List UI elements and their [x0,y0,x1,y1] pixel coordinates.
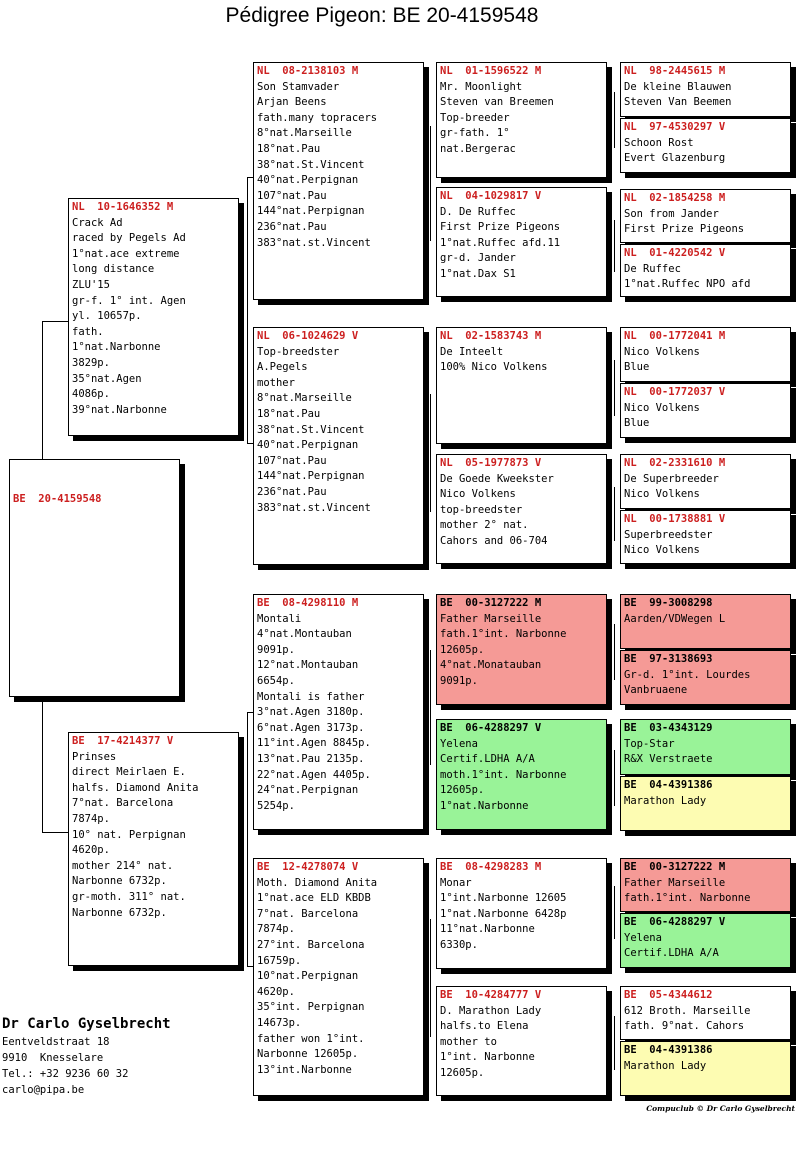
detail-line: 11°nat.Narbonne [440,923,535,936]
detail-line: 6654p. [257,674,295,687]
connector [430,919,431,1037]
detail-line: 9091p. [257,643,295,656]
detail-line: 22°nat.Agen 4405p. [257,768,371,781]
detail-line: mother to [440,1035,497,1048]
g4-card[interactable] [620,327,791,382]
g4-card[interactable] [620,858,791,912]
ring-number: NL 04-1029817 V [440,190,542,202]
detail-line: 9091p. [440,674,478,687]
pigeon-details [624,876,787,907]
detail-line: 7°nat. Barcelona [257,907,359,920]
detail-line: Vanbruaene [624,684,688,697]
connector [614,92,615,148]
pigeon-details [257,345,420,517]
ring-number: BE 05-4344612 [624,989,713,1001]
detail-line: nat.Bergerac [440,142,516,155]
ring-number: NL 10-1646352 M [72,201,174,213]
ring-number: BE 97-3138693 [624,653,713,665]
ring-number: BE 17-4214377 V [72,735,174,747]
detail-line: 10°nat.Perpignan [257,970,359,983]
detail-line: Nico Volkens [624,401,700,414]
pigeon-details [440,205,603,283]
connector [430,394,431,512]
detail-line: Top-Star [624,737,675,750]
detail-line: D. Marathon Lady [440,1004,542,1017]
g4-card[interactable] [620,650,791,705]
pigeon-details [624,1059,787,1075]
ring-number: NL 08-2138103 M [257,65,359,77]
ring-number: NL 00-1772037 V [624,386,726,398]
detail-line: Father Marseille [624,876,726,889]
g3-card[interactable] [436,719,607,830]
ring-number: NL 01-4220542 V [624,247,726,259]
detail-line: gr-moth. 311° nat. [72,890,186,903]
connector [430,650,431,765]
breeder-name: Dr Carlo Gyselbrecht [2,1016,171,1032]
detail-line: 383°nat.st.Vincent [257,501,371,514]
connector [42,321,43,460]
detail-line: 35°nat.Agen [72,372,142,385]
detail-line: De Inteelt [440,345,504,358]
sire-card[interactable] [68,198,239,436]
detail-line: mother [257,376,295,389]
g4-card[interactable] [620,776,791,831]
detail-line: De Goede Kweekster [440,472,554,485]
pigeon-details [257,612,420,815]
detail-line: 14673p. [257,1016,302,1029]
pigeon-details [624,1004,787,1035]
connector [42,698,43,832]
pigeon-details [72,216,235,419]
ring-number: BE 10-4284777 V [440,989,542,1001]
connector [430,126,431,241]
ring-number: NL 97-4530297 V [624,121,726,133]
detail-line: mother 2° nat. [440,519,529,532]
ring-number: BE 99-3008298 [624,597,713,609]
detail-line: Marathon Lady [624,794,707,807]
pigeon-details [72,750,235,922]
detail-line: Aarden/VDWegen L [624,612,726,625]
detail-line: Certif.LDHA A/A [440,753,535,766]
connector [247,177,248,317]
detail-line: 13°nat.Pau 2135p. [257,752,365,765]
detail-line: Evert Glazenburg [624,152,726,165]
g4-card[interactable] [620,913,791,968]
detail-line: 236°nat.Pau [257,220,327,233]
detail-line: Gr-d. 1°int. Lourdes [624,668,751,681]
detail-line: 4620p. [257,985,295,998]
detail-line: 6330p. [440,938,478,951]
detail-line: 18°nat.Pau [257,407,321,420]
detail-line: Monar [440,876,472,889]
detail-line: mother 214° nat. [72,859,174,872]
ring-number: BE 00-3127222 M [624,861,726,873]
ring-number: BE 12-4278074 V [257,861,359,873]
g4-card[interactable] [620,986,791,1040]
detail-line: Nico Volkens [624,488,700,501]
detail-line: 100% Nico Volkens [440,361,548,374]
detail-line: ZLU'15 [72,278,110,291]
ring-number: NL 02-1854258 M [624,192,726,204]
g3-card[interactable] [436,327,607,444]
detail-line: 4620p. [72,844,110,857]
connector [614,1016,615,1070]
detail-line: 144°nat.Perpignan [257,470,365,483]
detail-line: Steven Van Beemen [624,96,732,109]
detail-line: 5254p. [257,799,295,812]
pigeon-details [440,612,603,690]
pigeon-details [624,401,787,432]
detail-line: fath. 9°nat. Cahors [624,1020,745,1033]
connector [614,886,615,939]
detail-line: 3829p. [72,356,110,369]
ring-number: NL 02-1583743 M [440,330,542,342]
detail-line: Montali is father [257,690,365,703]
detail-line: 24°nat.Perpignan [257,784,359,797]
detail-line: 10° nat. Perpignan [72,828,186,841]
subject-card[interactable] [9,459,180,697]
subject-ring: BE 20-4159548 [13,493,102,506]
breeder-info [2,1014,171,1098]
pigeon-details [624,931,787,962]
connector [247,850,248,966]
g4-card[interactable] [620,454,791,509]
ring-number: NL 00-1738881 V [624,513,726,525]
detail-line: 1°int.Narbonne 12605 [440,892,567,905]
detail-line: 3°nat.Agen 3180p. [257,706,365,719]
ring-number: BE 04-4391386 [624,1044,713,1056]
dam-sire-card[interactable] [253,594,424,830]
detail-line: Blue [624,417,650,430]
detail-line: 612 Broth. Marseille [624,1004,751,1017]
detail-line: gr-f. 1° int. Agen [72,294,186,307]
detail-line: halfs.to Elena [440,1020,529,1033]
detail-line: 6°nat.Agen 3173p. [257,721,365,734]
detail-line: De Ruffec [624,262,681,275]
pigeon-details [440,737,603,815]
detail-line: 7874p. [72,812,110,825]
detail-line: fath.many topracers [257,111,378,124]
ring-number: NL 00-1772041 M [624,330,726,342]
detail-line: Top-breedster [257,345,340,358]
detail-line: 35°int. Perpignan [257,1001,365,1014]
detail-line: 4°nat.Monatauban [440,659,542,672]
pigeon-details [624,668,787,699]
detail-line: 1°nat.ace ELD KBDB [257,892,371,905]
pigeon-details [624,80,787,111]
pigeon-details [624,794,787,810]
g4-card[interactable] [620,189,791,243]
detail-line: 13°int.Narbonne [257,1063,352,1076]
detail-line: Nico Volkens [624,544,700,557]
detail-line: Certif.LDHA A/A [624,947,719,960]
detail-line: top-breedster [440,503,523,516]
detail-line: Schoon Rost [624,136,694,149]
g4-card[interactable] [620,62,791,117]
pigeon-details [624,207,787,238]
detail-line: 1°nat.Narbonne 6428p [440,907,567,920]
detail-line: A.Pegels [257,361,308,374]
detail-line: 16759p. [257,954,302,967]
detail-line: Yelena [440,737,478,750]
detail-line: Moth. Diamond Anita [257,876,378,889]
g4-card[interactable] [620,118,791,173]
detail-line: 7874p. [257,923,295,936]
detail-line: 107°nat.Pau [257,454,327,467]
page-title: Pédigree Pigeon: BE 20-4159548 [225,4,539,27]
detail-line: Yelena [624,931,662,944]
detail-line: Marathon Lady [624,1059,707,1072]
detail-line: yl. 10657p. [72,310,142,323]
pigeon-details [624,472,787,503]
g4-card[interactable] [620,383,791,438]
detail-line: 1°nat.Narbonne [72,341,161,354]
detail-line: 11°int.Agen 8845p. [257,737,371,750]
ring-number: BE 04-4391386 [624,779,713,791]
detail-line: Son from Jander [624,207,719,220]
g4-card[interactable] [620,1041,791,1096]
detail-line: gr-fath. 1° [440,127,510,140]
detail-line: 1°nat.ace extreme [72,247,180,260]
detail-line: Blue [624,361,650,374]
detail-line: First Prize Pigeons [624,223,745,236]
detail-line: 18°nat.Pau [257,142,321,155]
detail-line: R&X Verstraete [624,753,713,766]
ring-number: BE 06-4288297 V [624,916,726,928]
pigeon-details [624,136,787,167]
pigeon-details [257,876,420,1079]
detail-line: Top-breeder [440,111,510,124]
detail-line: Narbonne 12605p. [257,1048,359,1061]
detail-line: Narbonne 6732p. [72,906,167,919]
pigeon-details [440,345,603,376]
connector [614,487,615,541]
detail-line: Arjan Beens [257,96,327,109]
g4-card[interactable] [620,719,791,775]
detail-line: Prinses [72,750,117,763]
g4-card[interactable] [620,244,791,297]
detail-line: direct Meirlaen E. [72,766,186,779]
detail-line: 1°nat.Ruffec afd.11 [440,236,561,249]
ring-number: NL 06-1024629 V [257,330,359,342]
g3-card[interactable] [436,858,607,969]
detail-line: Narbonne 6732p. [72,875,167,888]
footer-credit: Compuclub © Dr Carlo Gyselbrecht [646,1104,795,1113]
breeder-street: Eentveldstraat 18 [2,1036,110,1048]
detail-line: 27°int. Barcelona [257,938,365,951]
detail-line: Nico Volkens [624,345,700,358]
pigeon-details [624,345,787,376]
pigeon-details [624,528,787,559]
detail-line: De Superbreeder [624,472,719,485]
detail-line: 38°nat.St.Vincent [257,158,365,171]
detail-line: fath.1°int. Narbonne [624,892,751,905]
detail-line: 1°int. Narbonne [440,1051,535,1064]
ring-number: BE 00-3127222 M [440,597,542,609]
pigeon-details [440,80,603,158]
detail-line: Mr. Moonlight [440,80,523,93]
detail-line: gr-d. Jander [440,252,516,265]
detail-line: 12605p. [440,643,485,656]
detail-line: 144°nat.Perpignan [257,205,365,218]
detail-line: 39°nat.Narbonne [72,403,167,416]
sire-sire-card[interactable] [253,62,424,300]
detail-line: halfs. Diamond Anita [72,781,199,794]
ring-number: BE 08-4298283 M [440,861,542,873]
connector [614,750,615,806]
detail-line: fath.1°int. Narbonne [440,628,567,641]
g3-card[interactable] [436,594,607,705]
ring-number: NL 02-2331610 M [624,457,726,469]
detail-line: Cahors and 06-704 [440,534,548,547]
detail-line: Father Marseille [440,612,542,625]
detail-line: Son Stamvader [257,80,340,93]
detail-line: long distance [72,263,155,276]
detail-line: Nico Volkens [440,488,516,501]
connector [42,321,69,322]
ring-number: NL 98-2445615 M [624,65,726,77]
g3-card[interactable] [436,454,607,564]
breeder-email[interactable]: carlo@pipa.be [2,1084,85,1096]
g3-card[interactable] [436,62,607,178]
detail-line: D. De Ruffec [440,205,516,218]
detail-line: 383°nat.st.Vincent [257,236,371,249]
detail-line: Superbreedster [624,528,713,541]
detail-line: 4086p. [72,388,110,401]
detail-line: De kleine Blauwen [624,80,732,93]
breeder-phone: Tel.: +32 9236 60 32 [2,1068,129,1080]
detail-line: First Prize Pigeons [440,221,561,234]
detail-line: 1°nat.Narbonne [440,799,529,812]
detail-line: father won 1°int. [257,1032,365,1045]
dam-dam-card[interactable] [253,858,424,1096]
detail-line: 12605p. [440,1066,485,1079]
dam-card[interactable] [68,732,239,966]
ring-number: BE 03-4343129 [624,722,713,734]
detail-line: 38°nat.St.Vincent [257,423,365,436]
sire-dam-card[interactable] [253,327,424,565]
pigeon-details [257,80,420,252]
pigeon-details [624,737,787,768]
ring-number: NL 01-1596522 M [440,65,542,77]
g4-card[interactable] [620,510,791,564]
detail-line: 1°nat.Ruffec NPO afd [624,278,751,291]
connector [614,624,615,680]
detail-line: 1°nat.Dax S1 [440,267,516,280]
connector [247,712,248,850]
detail-line: Montali [257,612,302,625]
detail-line: 107°nat.Pau [257,189,327,202]
ring-number: BE 06-4288297 V [440,722,542,734]
detail-line: 8°nat.Marseille [257,392,352,405]
detail-line: raced by Pegels Ad [72,232,186,245]
pigeon-details [440,472,603,550]
breeder-city: 9910 Knesselare [2,1052,104,1064]
detail-line: fath. [72,325,104,338]
detail-line: 12605p. [440,784,485,797]
ring-number: BE 08-4298110 M [257,597,359,609]
g3-card[interactable] [436,986,607,1096]
pigeon-details [440,876,603,954]
detail-line: Crack Ad [72,216,123,229]
detail-line: moth.1°int. Narbonne [440,768,567,781]
detail-line: 40°nat.Perpignan [257,174,359,187]
connector [614,360,615,416]
detail-line: 236°nat.Pau [257,485,327,498]
detail-line: 8°nat.Marseille [257,127,352,140]
connector [42,832,69,833]
connector [614,220,615,272]
pigeon-details [624,612,787,628]
detail-line: 7°nat. Barcelona [72,797,174,810]
g3-card[interactable] [436,187,607,297]
detail-line: Steven van Breemen [440,96,554,109]
detail-line: 4°nat.Montauban [257,628,352,641]
ring-number: NL 05-1977873 V [440,457,542,469]
detail-line: 40°nat.Perpignan [257,439,359,452]
pigeon-details [440,1004,603,1082]
g4-card[interactable] [620,594,791,649]
connector [247,317,248,443]
pigeon-details [624,262,787,293]
detail-line: 12°nat.Montauban [257,659,359,672]
